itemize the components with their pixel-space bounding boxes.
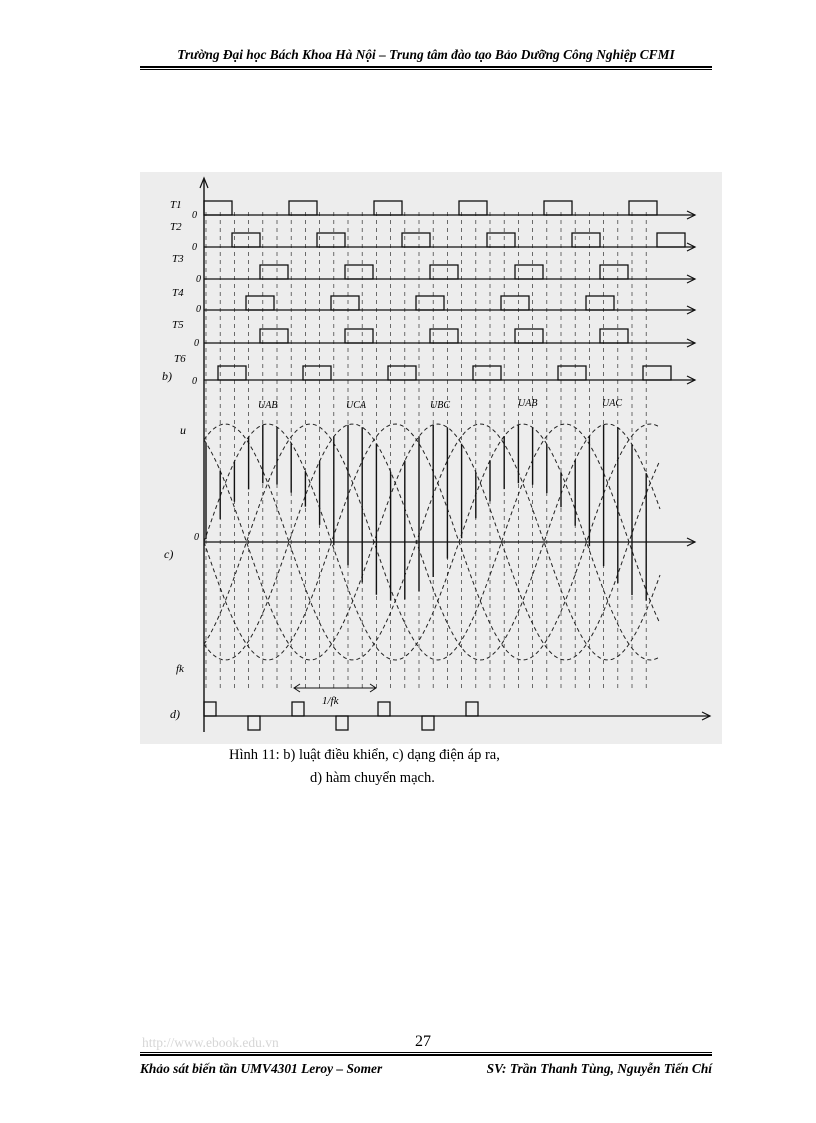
waveform-diagram	[140, 172, 722, 744]
switching-pulse	[292, 702, 304, 716]
gate-pulse	[600, 329, 628, 343]
figure-labels	[162, 199, 622, 721]
footer-document-title: Khảo sát biến tần UMV4301 Leroy – Somer	[140, 1061, 383, 1076]
switching-pulse	[466, 702, 478, 716]
gate-pulse	[572, 233, 600, 247]
zero-3: 0	[196, 274, 201, 285]
gate-pulse	[501, 296, 529, 310]
page-header-title: Trường Đại học Bách Khoa Hà Nội – Trung tâm đào tạo Bảo Dưỡng Công Nghiệp CFMI	[177, 47, 675, 62]
gate-pulse	[487, 233, 515, 247]
gate-pulse	[289, 201, 317, 215]
label-T4: T4	[172, 287, 184, 299]
label-u: u	[180, 423, 186, 437]
gate-pulse	[218, 366, 246, 380]
gate-pulse	[515, 329, 543, 343]
gate-pulse	[232, 233, 260, 247]
footer-rule-thin	[140, 1052, 712, 1053]
watermark-url: http://www.ebook.edu.vn	[142, 1035, 279, 1050]
gate-pulse	[515, 265, 543, 279]
gate-pulse	[402, 233, 430, 247]
gate-pulse	[629, 201, 657, 215]
gate-pulse	[558, 366, 586, 380]
label-T3: T3	[172, 253, 184, 265]
header-rule-thin	[140, 69, 712, 70]
figure-caption-line2: d) hàm chuyển mạch.	[310, 770, 435, 786]
zero-6: 0	[192, 376, 197, 387]
gate-pulse	[388, 366, 416, 380]
zero-4: 0	[196, 304, 201, 315]
gate-pulse	[345, 265, 373, 279]
figure-caption-line1: Hình 11: b) luật điều khiển, c) dạng điện áp ra,	[229, 747, 500, 763]
switching-pulse	[336, 716, 348, 730]
zero-2: 0	[192, 242, 197, 253]
gate-pulses	[204, 201, 685, 730]
gate-pulse	[260, 329, 288, 343]
wave-label-uab: UAB	[258, 400, 278, 411]
switching-pulse	[204, 702, 216, 716]
gate-pulse	[586, 296, 614, 310]
zero-5: 0	[194, 338, 199, 349]
label-period: 1/fk	[322, 695, 339, 707]
switching-pulse	[378, 702, 390, 716]
gate-pulse	[260, 265, 288, 279]
gate-pulse	[331, 296, 359, 310]
gate-pulse	[303, 366, 331, 380]
wave-label-uca: UCA	[346, 400, 366, 411]
zero-1: 0	[192, 210, 197, 221]
gate-pulse	[430, 329, 458, 343]
gate-pulse	[459, 201, 487, 215]
gate-pulse	[374, 201, 402, 215]
header-rule	[140, 66, 712, 68]
section-b: b)	[162, 369, 172, 383]
label-T1: T1	[170, 199, 182, 211]
section-d: d)	[170, 707, 180, 721]
gate-pulse	[600, 265, 628, 279]
gate-pulse	[204, 201, 232, 215]
switching-pulse	[422, 716, 434, 730]
waveform-figure	[140, 172, 722, 744]
footer-rule	[140, 1054, 712, 1056]
gate-pulse	[643, 366, 671, 380]
output-segments	[206, 425, 646, 601]
label-T2: T2	[170, 221, 182, 233]
section-c: c)	[164, 547, 174, 561]
wave-label-ubc: UBC	[430, 400, 450, 411]
wave-label-uac: UAC	[602, 398, 622, 409]
label-fk: fk	[176, 663, 184, 675]
gate-pulse	[416, 296, 444, 310]
wave-label-uab2: UAB	[518, 398, 538, 409]
dashed-grid	[206, 212, 646, 692]
gate-pulse	[657, 233, 685, 247]
gate-pulse	[544, 201, 572, 215]
switching-pulse	[248, 716, 260, 730]
footer-authors: SV: Trần Thanh Tùng, Nguyễn Tiến Chí	[486, 1061, 712, 1076]
gate-pulse	[345, 329, 373, 343]
label-T5: T5	[172, 319, 184, 331]
gate-pulse	[317, 233, 345, 247]
page-number: 27	[415, 1033, 431, 1050]
gate-pulse	[246, 296, 274, 310]
label-T6: T6	[174, 353, 186, 365]
gate-pulse	[430, 265, 458, 279]
zero-c: 0	[194, 532, 199, 543]
gate-pulse	[473, 366, 501, 380]
output-voltage	[206, 425, 646, 601]
